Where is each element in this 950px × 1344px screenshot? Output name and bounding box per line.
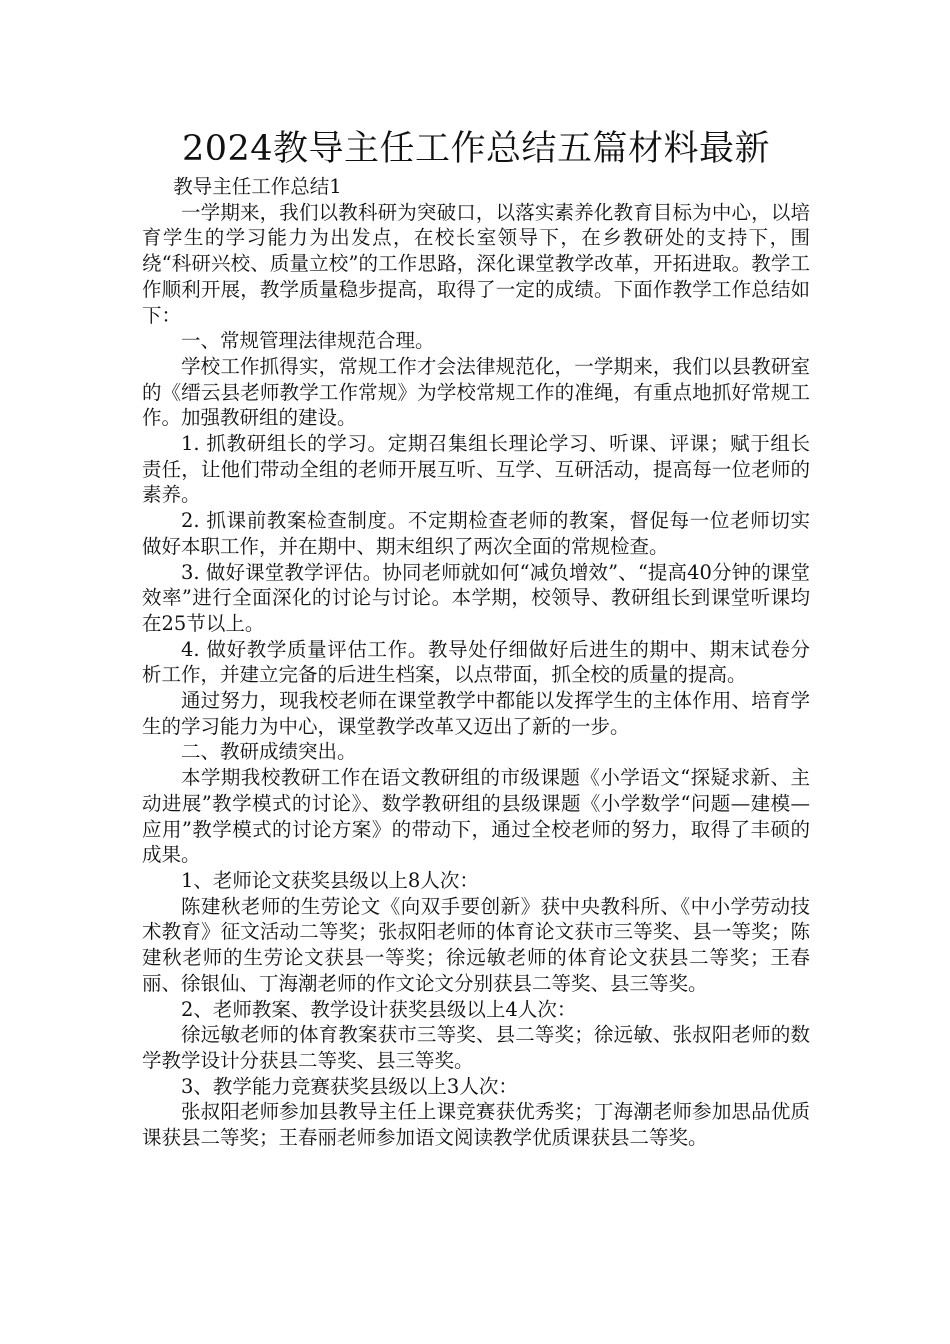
paragraph-research: 本学期我校教研工作在语文教研组的市级课题《小学语文“探疑求新、主动进展”教学模式的讨论》、数学教研组的县级课题《小学数学“问题—建模—应用”教学模式的讨论方案》的带动下，通过全校老师的努力，取得了丰硕的成果。 [142, 766, 810, 867]
heading-routine-management: 一、常规管理法律规范合理。 [181, 329, 435, 353]
document-page [142, 126, 810, 1151]
section-subtitle: 教导主任工作总结1 [173, 175, 342, 198]
paragraph-routine-work: 学校工作抓得实，常规工作才会法律规范化，一学期来，我们以县教研室的《缙云县老师教学工作常规》为学校常规工作的准绳，有重点地抓好常规工作。加强教研组的建设。 [142, 354, 810, 430]
award-heading-competitions: 3、教学能力竞赛获奖县级以上3人次： [181, 1074, 518, 1098]
list-item-4: 4. 做好教学质量评估工作。教导处仔细做好后进生的期中、期末试卷分析工作，并建立完备的后进生档案，以点带面，抓全校的质量的提高。 [142, 637, 810, 687]
paragraph-intro: 一学期来，我们以教科研为突破口，以落实素养化教育目标为中心，以培育学生的学习能力为出发点，在校长室领导下，在乡教研处的支持下，围绕“科研兴校、质量立校”的工作思路，深化课堂教学改革，开拓进取。教学工作顺利开展，教学质量稳步提高，取得了一定的成绩。下面作教学工作总结如下： [142, 200, 810, 327]
award-heading-papers: 1、老师论文获奖县级以上8人次： [181, 868, 479, 892]
list-item-2: 2. 抓课前教案检查制度。不定期检查老师的教案，督促每一位老师切实做好本职工作，并在期中、期末组织了两次全面的常规检查。 [142, 509, 810, 558]
award-detail-papers: 陈建秋老师的生劳论文《向双手要创新》获中央教科所、《中小学劳动技术教育》征文活动二等奖；张叔阳老师的体育论文获市三等奖、县一等奖；陈建秋老师的生劳论文获县一等奖；徐远敏老师的体育论文获县二等奖；王春丽、徐银仙、丁海潮老师的作文论文分别获县二等奖、县三等奖。 [142, 894, 810, 995]
award-detail-competitions: 张叔阳老师参加县教导主任上课竞赛获优秀奖；丁海潮老师参加思品优质课获县二等奖；王春丽老师参加语文阅读教学优质课获县二等奖。 [142, 1100, 810, 1150]
document-body [142, 174, 810, 1151]
award-detail-lesson-plans: 徐远敏老师的体育教案获市三等奖、县二等奖；徐远敏、张叔阳老师的数学教学设计分获县二等奖、县三等奖。 [142, 1023, 810, 1072]
award-heading-lesson-plans: 2、老师教案、教学设计获奖县级以上4人次： [181, 997, 577, 1021]
document-title: 2024教导主任工作总结五篇材料最新 [181, 129, 771, 169]
paragraph-summary: 通过努力，现我校老师在课堂教学中都能以发挥学生的主体作用、培育学生的学习能力为中心，课堂教学改革又迈出了新的一步。 [142, 689, 810, 738]
list-item-1: 1. 抓教研组长的学习。定期召集组长理论学习、听课、评课；赋于组长责任，让他们带动全组的老师开展互听、互学、互研活动，提高每一位老师的素养。 [142, 432, 810, 507]
heading-research-results: 二、教研成绩突出。 [181, 740, 357, 764]
list-item-3: 3. 做好课堂教学评估。协同老师就如何“减负增效”、“提高40分钟的课堂效率”进行全面深化的讨论与讨论。本学期，校领导、教研组长到课堂听课均在25节以上。 [142, 560, 810, 635]
